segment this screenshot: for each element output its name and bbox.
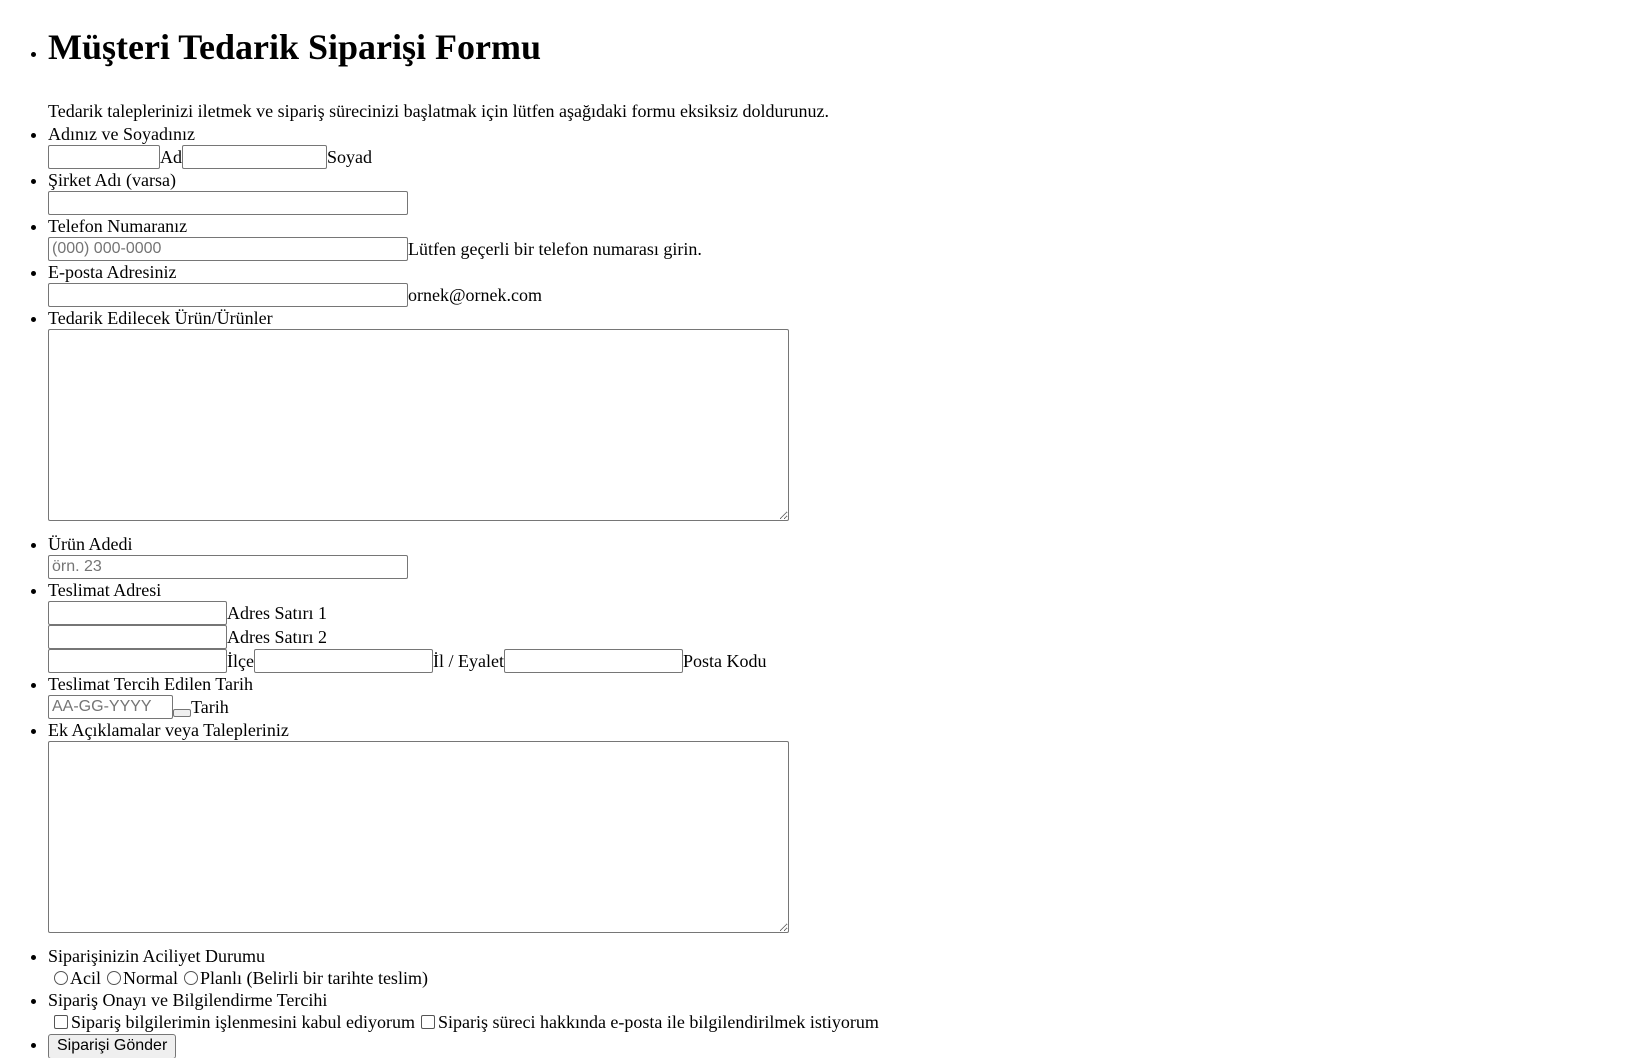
- quantity-row: [48, 555, 1642, 579]
- form-intro: Tedarik taleplerinizi iletmek ve sipariş sürecinizi başlatmak için lütfen aşağıdaki formu eksiksiz doldurunuz.: [48, 101, 829, 121]
- address-label: • Teslimat Adresi: [48, 580, 162, 600]
- page-title: • Müşteri Tedarik Siparişi Formu: [48, 27, 542, 67]
- address-section: [48, 579, 1642, 673]
- district-input[interactable]: [48, 649, 227, 673]
- name-label: • Adınız ve Soyadınız: [48, 124, 195, 144]
- province-input[interactable]: [254, 649, 433, 673]
- phone-row: [48, 237, 1642, 261]
- consent-checkbox-email[interactable]: [421, 1015, 435, 1029]
- date-label: • Teslimat Tercih Edilen Tarih: [48, 674, 253, 694]
- phone-input[interactable]: [48, 237, 408, 261]
- submit-section: [48, 1033, 1642, 1058]
- company-row: [48, 191, 1642, 215]
- quantity-label: • Ürün Adedi: [48, 534, 133, 554]
- urgency-option-urgent-label: Acil: [70, 968, 101, 988]
- date-sublabel: Tarih: [191, 697, 229, 717]
- company-label: • Şirket Adı (varsa): [48, 170, 176, 190]
- consent-label: • Sipariş Onayı ve Bilgilendirme Tercihi: [48, 990, 328, 1010]
- urgency-section: [48, 945, 1642, 989]
- urgency-radio-normal[interactable]: [107, 971, 121, 985]
- urgency-options: [48, 967, 1642, 989]
- email-label: • E-posta Adresiniz: [48, 262, 177, 282]
- products-section: [48, 307, 1642, 521]
- quantity-section: [48, 533, 1642, 579]
- address-line1-input[interactable]: [48, 601, 227, 625]
- phone-hint: Lütfen geçerli bir telefon numarası girin.: [408, 239, 702, 259]
- quantity-input[interactable]: [48, 555, 408, 579]
- email-section: [48, 261, 1642, 307]
- district-sublabel: İlçe: [227, 651, 254, 671]
- urgency-option-normal-label: Normal: [123, 968, 178, 988]
- name-row: [48, 145, 1642, 169]
- email-input[interactable]: [48, 283, 408, 307]
- province-sublabel: İl / Eyalet: [432, 651, 504, 671]
- company-section: [48, 169, 1642, 215]
- urgency-radio-planned[interactable]: [184, 971, 198, 985]
- email-row: [48, 283, 1642, 307]
- urgency-option-planned-label: Planlı (Belirli bir tarihte teslim): [199, 968, 428, 988]
- postal-code-sublabel: Posta Kodu: [682, 651, 767, 671]
- order-form-list: [0, 26, 1642, 1058]
- urgency-radio-urgent[interactable]: [54, 971, 68, 985]
- submit-order-button[interactable]: Siparişi Gönder: [48, 1034, 176, 1058]
- consent-option-processing-label: Sipariş bilgilerimin işlenmesini kabul ediyorum: [71, 1012, 415, 1032]
- last-name-input[interactable]: [182, 145, 327, 169]
- last-name-sublabel: Soyad: [327, 147, 372, 167]
- address-city-row: [48, 649, 1642, 673]
- email-hint: ornek@ornek.com: [408, 285, 543, 305]
- title-section: [48, 26, 1642, 123]
- postal-code-input[interactable]: [504, 649, 683, 673]
- consent-section: [48, 989, 1642, 1033]
- notes-section: [48, 719, 1642, 933]
- products-textarea[interactable]: [48, 329, 789, 521]
- phone-section: [48, 215, 1642, 261]
- company-input[interactable]: [48, 191, 408, 215]
- products-label: • Tedarik Edilecek Ürün/Ürünler: [48, 308, 273, 328]
- consent-checkbox-processing[interactable]: [54, 1015, 68, 1029]
- address-line2-sublabel: Adres Satırı 2: [227, 627, 327, 647]
- phone-label: • Telefon Numaranız: [48, 216, 188, 236]
- address-line2-row: [48, 625, 1642, 649]
- date-section: [48, 673, 1642, 719]
- first-name-sublabel: Ad: [160, 147, 182, 167]
- date-row: [48, 695, 1642, 719]
- notes-textarea[interactable]: [48, 741, 789, 933]
- address-line1-row: [48, 601, 1642, 625]
- address-line1-sublabel: Adres Satırı 1: [227, 603, 327, 623]
- consent-options: [48, 1011, 1642, 1033]
- address-line2-input[interactable]: [48, 625, 227, 649]
- date-picker-button[interactable]: [173, 709, 191, 717]
- date-input[interactable]: [48, 695, 173, 719]
- urgency-label: • Siparişinizin Aciliyet Durumu: [48, 946, 265, 966]
- notes-label: • Ek Açıklamalar veya Talepleriniz: [48, 720, 289, 740]
- name-section: [48, 123, 1642, 169]
- consent-option-email-label: Sipariş süreci hakkında e-posta ile bilgilendirilmek istiyorum: [437, 1012, 879, 1032]
- first-name-input[interactable]: [48, 145, 160, 169]
